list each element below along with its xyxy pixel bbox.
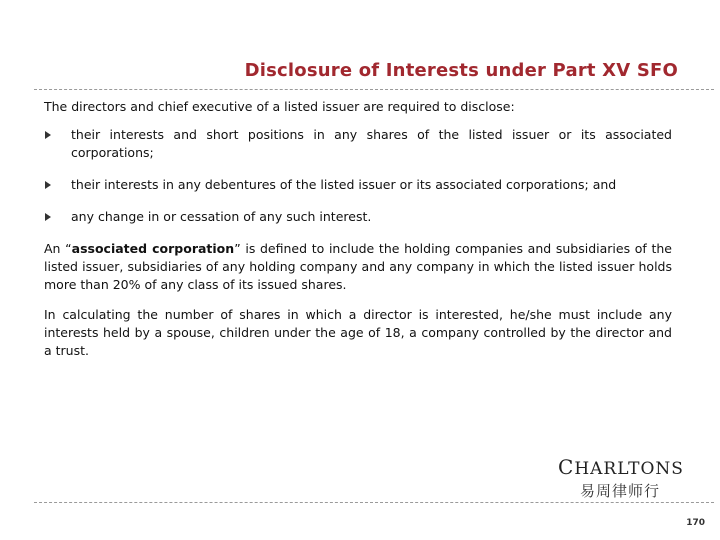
- defined-term: associated corporation: [71, 241, 235, 256]
- intro-text: The directors and chief executive of a listed issuer are required to disclose:: [44, 99, 515, 114]
- definition-text: ” is defined to include the holding companies and subsidiaries of the listed issuer, subsidiaries of any holding company and any company in which the listed issuer holds more than 20% of any class of its issued shares.: [44, 241, 672, 292]
- slide-body: [44, 98, 672, 360]
- calculation-paragraph: In calculating the number of shares in which a director is interested, he/she must include any interests held by a spouse, children under the age of 18, a company controlled by the director and a trust.: [44, 307, 672, 358]
- arrow-bullet-icon: [45, 181, 51, 189]
- slide-title: Disclosure of Interests under Part XV SFO: [244, 60, 678, 81]
- charltons-logo: [558, 455, 682, 501]
- definition-open: An “: [44, 241, 72, 256]
- page-number: 170: [686, 518, 705, 528]
- logo-chinese-name: 易周律师行: [579, 482, 660, 500]
- logo-name-rest: HARLTONS: [574, 459, 684, 479]
- list-item: [44, 126, 672, 162]
- list-item-text: any change in or cessation of any such interest.: [71, 209, 372, 224]
- title-divider: [34, 89, 714, 90]
- arrow-bullet-icon: [45, 131, 51, 139]
- arrow-bullet-icon: [45, 213, 51, 221]
- definition-paragraph: [44, 240, 672, 294]
- footer-divider: [34, 502, 714, 503]
- list-item: [44, 176, 672, 194]
- list-item-text: their interests in any debentures of the listed issuer or its associated corporations; and: [71, 177, 617, 192]
- list-item: [44, 208, 672, 226]
- disclosure-list: [44, 126, 672, 226]
- list-item-text: their interests and short positions in any shares of the listed issuer or its associated corporations;: [71, 127, 672, 160]
- logo-wordmark: [558, 455, 682, 479]
- logo-initial: C: [558, 455, 575, 479]
